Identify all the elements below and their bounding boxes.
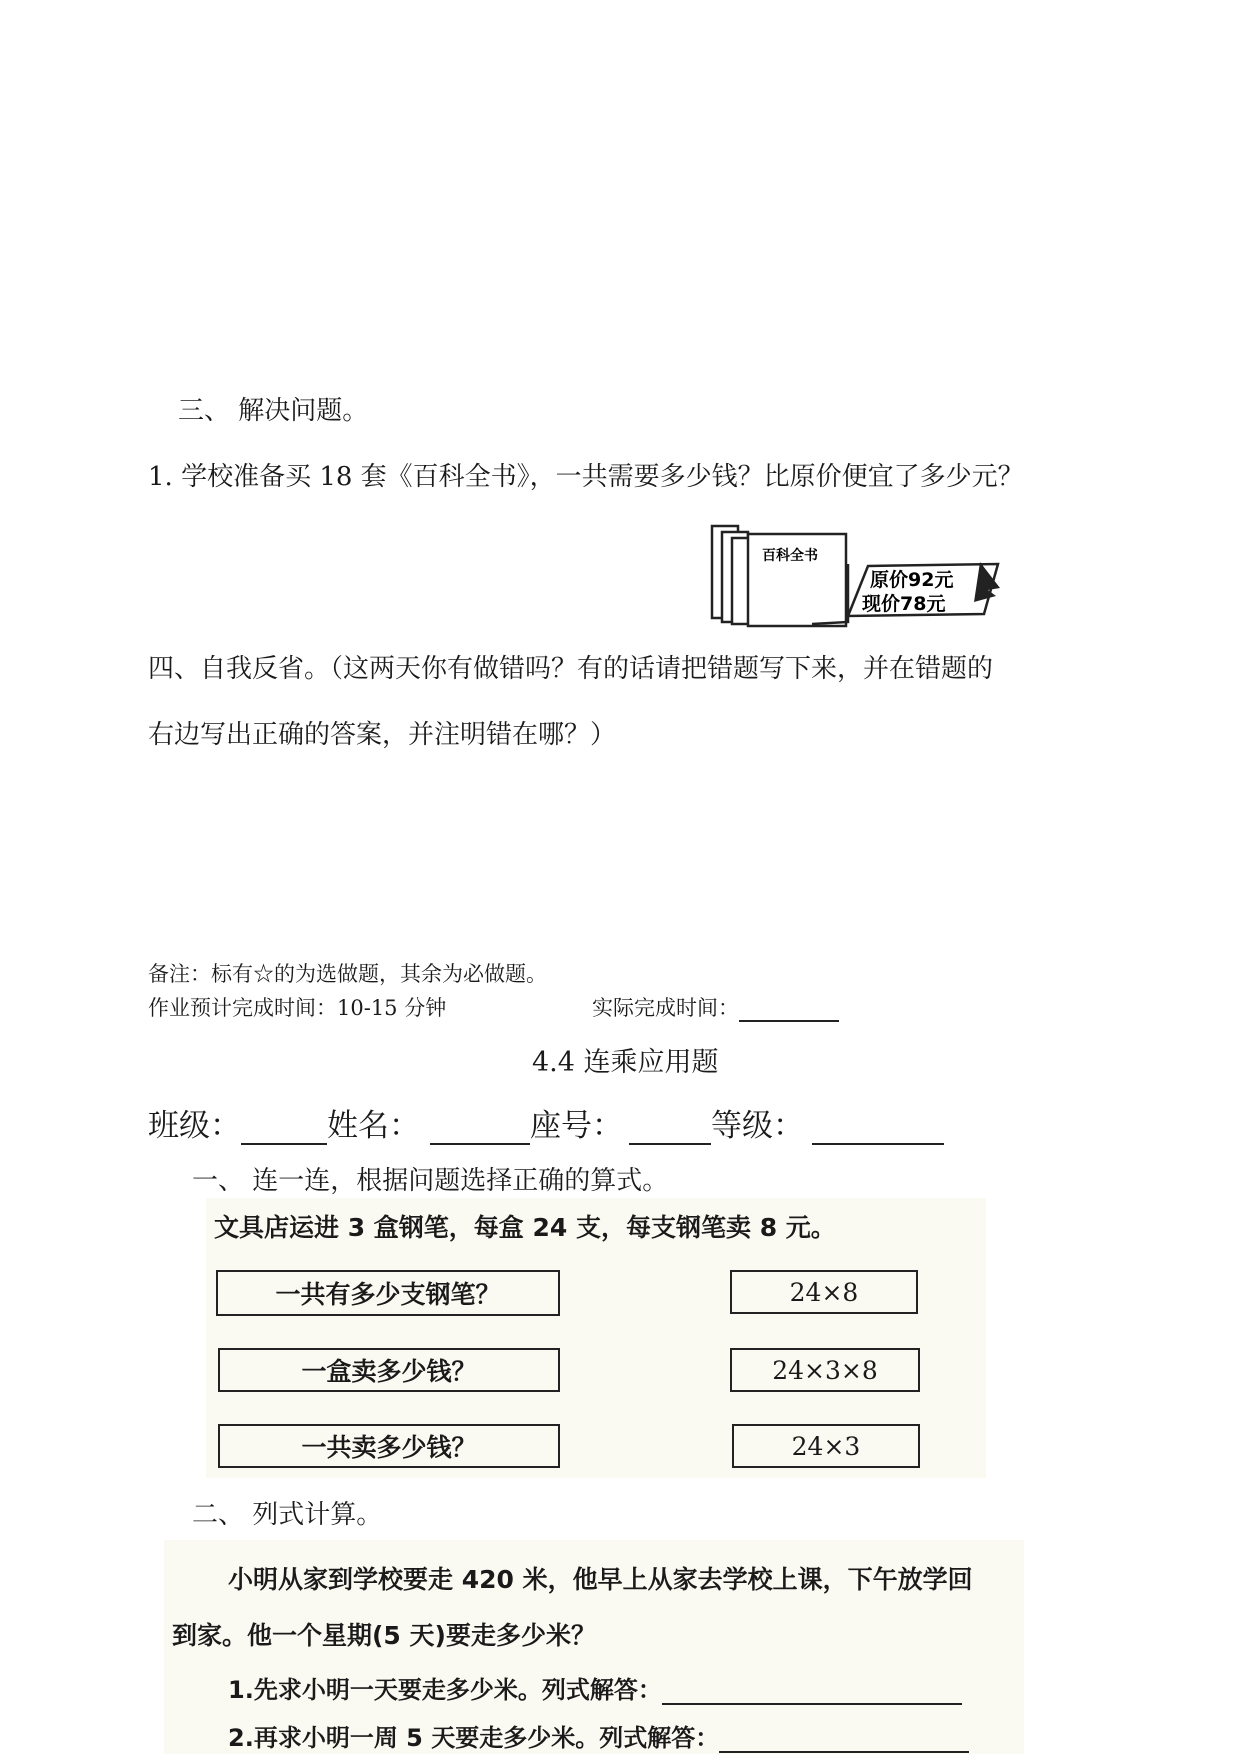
step-2-label: 2.再求小明一周 5 天要走多少米。列式解答：	[228, 1724, 720, 1752]
step-2-answer-blank[interactable]	[719, 1725, 969, 1753]
class-blank[interactable]	[241, 1109, 327, 1145]
book-label: 百科全书	[762, 548, 818, 564]
section-3-heading: 三、 解决问题。	[178, 396, 369, 426]
actual-time-label: 实际完成时间：	[592, 996, 739, 1020]
formula-box-24x8[interactable]: 24×8	[730, 1270, 918, 1314]
formula-box-24x3x8[interactable]: 24×3×8	[730, 1348, 920, 1392]
step-1-field	[228, 1670, 962, 1705]
seat-label: 座号：	[530, 1108, 623, 1144]
section-4-line-1: 四、自我反省。（这两天你有做错吗？有的话请把错题写下来，并在错题的	[148, 654, 994, 684]
seat-blank[interactable]	[629, 1109, 711, 1145]
student-info-row	[148, 1100, 944, 1145]
actual-time-blank[interactable]	[739, 996, 839, 1022]
part-2-problem-line-1: 小明从家到学校要走 420 米，他早上从家去学校上课，下午放学回	[228, 1565, 973, 1594]
formula-box-24x3[interactable]: 24×3	[732, 1424, 920, 1468]
part-1-heading: 一、 连一连，根据问题选择正确的算式。	[192, 1166, 669, 1196]
remark-note: 备注：标有☆的为选做题，其余为必做题。	[148, 962, 547, 986]
step-2-field	[228, 1718, 969, 1753]
part-2-problem-line-2: 到家。他一个星期(5 天)要走多少米？	[172, 1621, 596, 1650]
question-1: 1. 学校准备买 18 套《百科全书》，一共需要多少钱？比原价便宜了多少元？	[148, 462, 1024, 492]
price-original: 原价92元	[870, 569, 954, 591]
encyclopedia-illustration	[700, 520, 1020, 628]
name-blank[interactable]	[430, 1109, 530, 1145]
price-current: 现价78元	[862, 593, 946, 615]
question-box-total-price[interactable]: 一共卖多少钱？	[218, 1424, 560, 1468]
estimated-time: 作业预计完成时间：10-15 分钟	[148, 996, 447, 1020]
name-label: 姓名：	[327, 1108, 420, 1144]
grade-label: 等级：	[711, 1108, 804, 1144]
worksheet-title: 4.4 连乘应用题	[532, 1047, 719, 1078]
step-1-answer-blank[interactable]	[662, 1677, 962, 1705]
part-2-heading: 二、 列式计算。	[192, 1500, 383, 1530]
grade-blank[interactable]	[812, 1109, 944, 1145]
question-box-total-pens[interactable]: 一共有多少支钢笔？	[216, 1270, 560, 1316]
step-1-label: 1.先求小明一天要走多少米。列式解答：	[228, 1676, 662, 1704]
actual-time-field	[592, 992, 839, 1022]
section-4-line-2: 右边写出正确的答案，并注明错在哪？）	[148, 720, 617, 750]
class-label: 班级：	[148, 1108, 241, 1144]
part-1-problem: 文具店运进 3 盒钢笔，每盒 24 支，每支钢笔卖 8 元。	[214, 1213, 836, 1242]
question-box-price-per-box[interactable]: 一盒卖多少钱？	[218, 1348, 560, 1392]
